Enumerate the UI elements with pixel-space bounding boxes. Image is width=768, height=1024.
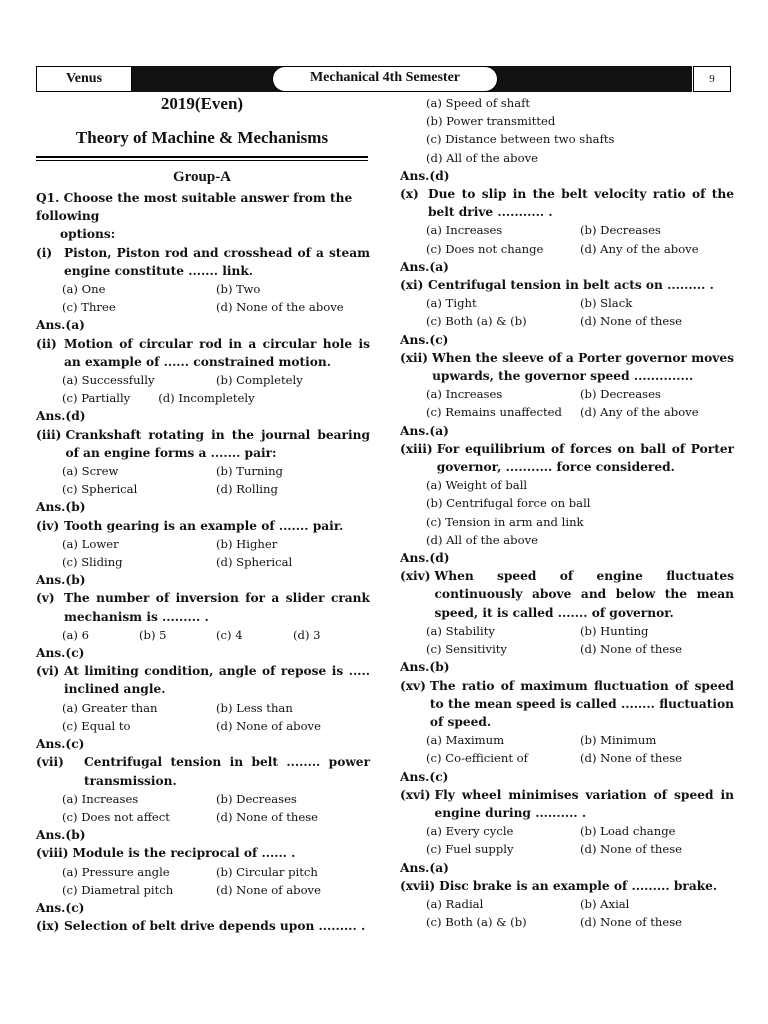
- options-xvii: [400, 895, 734, 931]
- options-xvi: [400, 822, 734, 858]
- option-c: (c) Spherical: [62, 482, 138, 497]
- question-vii: [36, 753, 370, 789]
- question-text: Tooth gearing is an example of ....... pair.: [64, 518, 344, 533]
- title-rule-thin: [36, 160, 368, 161]
- answer-xiii: Ans.(d): [400, 551, 450, 566]
- options-xiii: [400, 476, 734, 549]
- question-number: (xiv): [400, 569, 431, 584]
- option-a: (a) Greater than: [62, 700, 158, 715]
- option-b: (b) Turning: [216, 464, 283, 479]
- option-c: (c) Tension in arm and link: [426, 514, 584, 529]
- option-a: (a) One: [62, 282, 106, 297]
- answer-xiv: Ans.(b): [400, 660, 450, 675]
- option-d: (d) None of the above: [216, 300, 344, 315]
- option-c: (c) Three: [62, 300, 116, 315]
- option-b: (b) Completely: [216, 373, 303, 388]
- answer-ii: Ans.(d): [36, 409, 86, 424]
- answer-i: Ans.(a): [36, 318, 85, 333]
- option-c: (c) Sliding: [62, 555, 123, 570]
- question-number: (xi): [400, 278, 424, 293]
- question-text: For equilibrium of forces on ball of Porter governor, ........... force considered.: [436, 441, 734, 475]
- question-xi: [400, 276, 734, 294]
- question-x: [400, 185, 734, 221]
- option-d: (d) None of these: [580, 751, 683, 766]
- question-text: Piston, Piston rod and crosshead of a steam engine constitute ....... link.: [64, 245, 370, 278]
- option-d: (d) None of these: [216, 809, 319, 824]
- question-number: (i): [36, 245, 53, 260]
- option-b: (b) Less than: [216, 700, 293, 715]
- option-b: (b) Hunting: [580, 623, 649, 638]
- options-x: [400, 221, 734, 257]
- option-b: (b) Circular pitch: [216, 864, 318, 879]
- option-c: (c) Co-efficient of: [426, 751, 528, 766]
- question-number: (xv): [400, 678, 426, 693]
- page-title: Theory of Machine & Mechanisms: [75, 128, 329, 147]
- question-text: Motion of circular rod in a circular hole is an example of ...... constrained motion.: [64, 336, 370, 369]
- option-d: (d) None of these: [580, 314, 683, 329]
- question-number: (vii): [36, 755, 64, 770]
- question-number: (xvi): [400, 787, 431, 802]
- question-text: Selection of belt drive depends upon ......... .: [64, 919, 366, 934]
- question-number: (viii): [36, 846, 69, 861]
- option-d: (d) Spherical: [216, 555, 293, 570]
- question-i: [36, 244, 370, 280]
- option-d: (d) All of the above: [426, 532, 538, 547]
- question-text: The ratio of maximum fluctuation of speed to the mean speed is called ........ fluctuation of speed.: [429, 678, 734, 729]
- options-iv: [36, 535, 370, 571]
- answer-xv: Ans.(c): [400, 769, 449, 784]
- header-course-label: Mechanical 4th Semester: [272, 66, 498, 92]
- question-xv: [400, 677, 734, 732]
- question-number: (vi): [36, 664, 60, 679]
- option-c: (c) Both (a) & (b): [426, 915, 527, 930]
- option-d: (d) Rolling: [216, 482, 278, 497]
- question-text: When the sleeve of a Porter governor moves upwards, the governor speed ..............: [432, 350, 734, 384]
- option-a: (a) Successfully: [62, 373, 155, 388]
- option-c: (c) Remains unaffected: [426, 405, 562, 420]
- option-b: (b) Load change: [580, 824, 676, 839]
- option-a: (a) Increases: [62, 791, 139, 806]
- question-v: [36, 589, 370, 625]
- option-d: (d) All of the above: [426, 150, 538, 165]
- intro-number: Q1.: [36, 191, 60, 205]
- option-a: (a) Increases: [426, 223, 503, 238]
- options-vii: [36, 790, 370, 826]
- answer-viii: Ans.(c): [36, 900, 85, 915]
- option-b: (b) Axial: [580, 896, 630, 911]
- options-ii: [36, 371, 370, 407]
- question-xvi: [400, 786, 734, 822]
- question-number: (ix): [36, 919, 60, 934]
- option-d: (d) 3: [293, 627, 321, 642]
- question-xiii: [400, 440, 734, 476]
- question-number: (xiii): [400, 441, 433, 456]
- question-number: (x): [400, 187, 419, 202]
- options-viii: [36, 863, 370, 899]
- option-c: (c) Equal to: [62, 718, 131, 733]
- question-number: (xii): [400, 350, 429, 365]
- question-text: The number of inversion for a slider crank mechanism is ......... .: [64, 591, 370, 624]
- question-text: When speed of engine fluctuates continuously above and below the mean speed, it is called ....... of governor.: [434, 569, 734, 620]
- options-i: [36, 280, 370, 316]
- option-b: (b) Two: [216, 282, 261, 297]
- page-header: [36, 66, 731, 92]
- options-xii: [400, 385, 734, 421]
- option-c: (c) Diametral pitch: [62, 882, 174, 897]
- answer-xvi: Ans.(a): [400, 860, 449, 875]
- answer-vii: Ans.(b): [36, 828, 86, 843]
- options-v: [36, 626, 370, 644]
- right-column: [400, 94, 734, 931]
- intro-line-2: options:: [60, 227, 116, 242]
- question-text: Centrifugal tension in belt acts on ......... .: [428, 278, 714, 293]
- question-xii: [400, 349, 734, 385]
- question-text: Centrifugal tension in belt ........ power transmission.: [84, 755, 370, 788]
- options-ix: [400, 94, 734, 167]
- intro-line-1: Choose the most suitable answer from the following: [36, 191, 353, 224]
- answer-v: Ans.(c): [36, 646, 85, 661]
- left-column: [36, 189, 370, 935]
- option-b: (b) Slack: [580, 296, 633, 311]
- option-a: (a) Weight of ball: [426, 478, 528, 493]
- option-c: (c) Fuel supply: [426, 842, 514, 857]
- option-d: (d) None of above: [216, 882, 321, 897]
- title-rule-thick: [36, 156, 368, 158]
- option-c: (c) Partially: [62, 391, 131, 406]
- option-a: (a) Increases: [426, 387, 503, 402]
- header-publisher-label: Venus: [36, 66, 132, 92]
- option-a: (a) 6: [62, 627, 90, 642]
- question-viii: [36, 844, 370, 862]
- option-a: (a) Lower: [62, 536, 119, 551]
- exam-year: 2019(Even): [160, 94, 244, 113]
- option-b: (b) Decreases: [580, 223, 661, 238]
- option-a: (a) Tight: [426, 296, 477, 311]
- option-c: (c) Both (a) & (b): [426, 314, 527, 329]
- option-a: (a) Screw: [62, 464, 119, 479]
- page-number: 9: [693, 66, 731, 92]
- option-c: (c) 4: [216, 627, 243, 642]
- option-b: (b) Minimum: [580, 733, 657, 748]
- question-iv: [36, 517, 370, 535]
- answer-vi: Ans.(c): [36, 737, 85, 752]
- option-a: (a) Pressure angle: [62, 864, 170, 879]
- question-number: (iv): [36, 518, 60, 533]
- question-number: (xvii): [400, 878, 436, 893]
- answer-x: Ans.(a): [400, 259, 449, 274]
- question-text: Disc brake is an example of ......... brake.: [439, 878, 718, 893]
- answer-xi: Ans.(c): [400, 332, 449, 347]
- option-d: (d) Incompletely: [158, 391, 255, 406]
- options-xv: [400, 731, 734, 767]
- answer-ix: Ans.(d): [400, 168, 450, 183]
- question-xvii: [400, 877, 734, 895]
- option-d: (d) Any of the above: [580, 405, 699, 420]
- option-a: (a) Every cycle: [426, 824, 514, 839]
- question-text: Due to slip in the belt velocity ratio of the belt drive ........... .: [428, 187, 734, 220]
- question-text: Module is the reciprocal of ...... .: [72, 846, 296, 861]
- option-c: (c) Distance between two shafts: [426, 132, 615, 147]
- question-xiv: [400, 567, 734, 622]
- question-intro: [36, 189, 370, 244]
- option-d: (d) None of these: [580, 642, 683, 657]
- option-a: (a) Maximum: [426, 733, 505, 748]
- answer-iv: Ans.(b): [36, 573, 86, 588]
- question-ii: [36, 335, 370, 371]
- options-vi: [36, 699, 370, 735]
- options-iii: [36, 462, 370, 498]
- question-number: (ii): [36, 336, 57, 351]
- option-c: (c) Does not change: [426, 241, 544, 256]
- option-b: (b) Decreases: [216, 791, 297, 806]
- answer-iii: Ans.(b): [36, 500, 86, 515]
- option-b: (b) Power transmitted: [426, 114, 556, 129]
- option-d: (d) None of these: [580, 842, 683, 857]
- option-d: (d) Any of the above: [580, 241, 699, 256]
- question-text: Crankshaft rotating in the journal bearing of an engine forms a ....... pair:: [65, 427, 370, 460]
- option-b: (b) Higher: [216, 536, 278, 551]
- option-a: (a) Speed of shaft: [426, 96, 531, 110]
- group-heading: Group-A: [172, 169, 232, 185]
- question-ix: [36, 917, 370, 935]
- option-b: (b) 5: [139, 627, 167, 642]
- question-text: At limiting condition, angle of repose is ..... inclined angle.: [64, 664, 370, 697]
- options-xi: [400, 294, 734, 330]
- option-a: (a) Stability: [426, 623, 495, 638]
- question-iii: [36, 426, 370, 462]
- option-d: (d) None of above: [216, 718, 321, 733]
- option-b: (b) Decreases: [580, 387, 661, 402]
- question-number: (iii): [36, 427, 62, 442]
- option-b: (b) Centrifugal force on ball: [426, 496, 591, 511]
- option-d: (d) None of these: [580, 915, 683, 930]
- answer-xii: Ans.(a): [400, 423, 449, 438]
- question-vi: [36, 662, 370, 698]
- option-c: (c) Does not affect: [62, 809, 170, 824]
- question-text: Fly wheel minimises variation of speed in engine during .......... .: [434, 787, 734, 820]
- option-a: (a) Radial: [426, 896, 484, 911]
- options-xiv: [400, 622, 734, 658]
- option-c: (c) Sensitivity: [426, 642, 507, 657]
- question-number: (v): [36, 591, 55, 606]
